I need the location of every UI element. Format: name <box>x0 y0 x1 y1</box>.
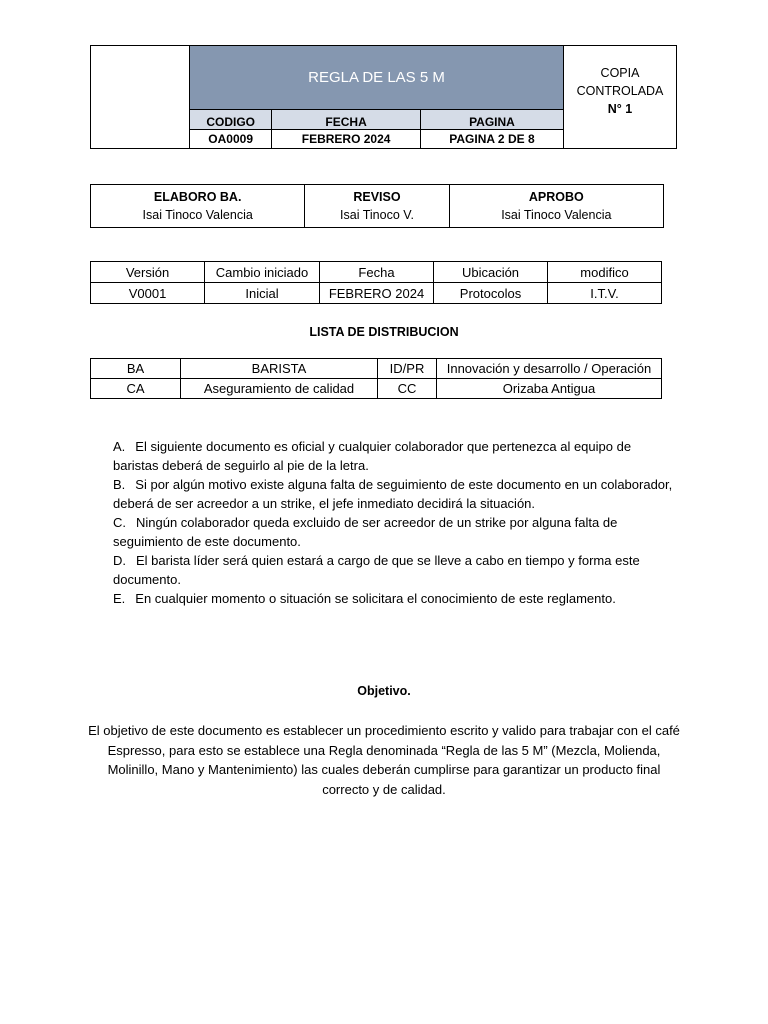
signature-cell-aprobo <box>449 185 663 228</box>
rule-letter: A. <box>113 439 126 454</box>
distribution-name: Aseguramiento de calidad <box>181 379 378 399</box>
document-header <box>90 45 677 149</box>
version-header-row <box>91 262 662 283</box>
rule-text: Ningún colaborador queda excluido de ser acreedor de un strike por alguna falta de seguimiento de este documento. <box>113 515 618 549</box>
code-label: CODIGO <box>190 110 272 130</box>
rule-letter: E. <box>113 591 126 606</box>
document-title: REGLA DE LAS 5 M <box>190 46 564 110</box>
list-item <box>113 513 673 551</box>
signature-role: APROBO <box>528 190 584 204</box>
signature-name: Isai Tinoco V. <box>340 208 414 222</box>
logo-cell <box>91 46 190 149</box>
change-header: Cambio iniciado <box>205 262 320 283</box>
signature-name: Isai Tinoco Valencia <box>142 208 253 222</box>
date-label: FECHA <box>272 110 421 130</box>
location-header: Ubicación <box>434 262 548 283</box>
rule-letter: B. <box>113 477 126 492</box>
list-item <box>113 551 673 589</box>
distribution-code: BA <box>91 359 181 379</box>
objective-text: El objetivo de este documento es establecer un procedimiento escrito y valido para trabajar con el café Espresso, para esto se establece una Regla denominada “Regla de las 5 M” (Mezcla, Molienda, Molinillo, Mano y Mantenimiento) las cuales deberán cumplirse para garantizar un producto final correcto y de calidad. <box>88 723 680 797</box>
version-header: Versión <box>91 262 205 283</box>
date-header: Fecha <box>320 262 434 283</box>
rule-text: Si por algún motivo existe alguna falta de seguimiento de este documento en un colaborador, deberá de ser acreedor a un strike, el jefe inmediato decidirá la situación. <box>113 477 673 511</box>
version-value: V0001 <box>91 283 205 304</box>
list-item <box>113 589 673 608</box>
signature-cell-reviso <box>305 185 449 228</box>
objective-title: Objetivo. <box>357 684 411 698</box>
signature-table <box>90 184 664 228</box>
list-item <box>113 475 673 513</box>
rule-letter: D. <box>113 553 126 568</box>
signature-cell-elaboro <box>91 185 305 228</box>
distribution-name: BARISTA <box>181 359 378 379</box>
page-label: PAGINA <box>420 110 563 130</box>
modified-value: I.T.V. <box>548 283 662 304</box>
list-item <box>113 437 673 475</box>
date-value: FEBRERO 2024 <box>272 130 421 149</box>
page-value: PAGINA 2 DE 8 <box>420 130 563 149</box>
distribution-name: Orizaba Antigua <box>437 379 662 399</box>
change-value: Inicial <box>205 283 320 304</box>
rule-text: El barista líder será quien estará a cargo de que se lleve a cabo en tiempo y forma este documento. <box>113 553 640 587</box>
distribution-name: Innovación y desarrollo / Operación <box>437 359 662 379</box>
version-data-row <box>91 283 662 304</box>
controlled-copy-cell <box>564 46 677 149</box>
signature-role: REVISO <box>353 190 401 204</box>
copy-label: COPIA <box>600 66 640 80</box>
location-value: Protocolos <box>434 283 548 304</box>
code-value: OA0009 <box>190 130 272 149</box>
distribution-title: LISTA DE DISTRIBUCION <box>309 325 459 339</box>
signature-name: Isai Tinoco Valencia <box>501 208 612 222</box>
signature-role: ELABORO BA. <box>153 190 242 204</box>
distribution-code: CA <box>91 379 181 399</box>
modified-header: modifico <box>548 262 662 283</box>
table-row <box>91 379 662 399</box>
date-value: FEBRERO 2024 <box>320 283 434 304</box>
distribution-code: ID/PR <box>378 359 437 379</box>
rule-text: En cualquier momento o situación se solicitara el conocimiento de este reglamento. <box>135 591 616 606</box>
rules-list <box>113 437 673 608</box>
distribution-code: CC <box>378 379 437 399</box>
version-table <box>90 261 662 304</box>
controlled-label: CONTROLADA <box>576 84 664 98</box>
distribution-table <box>90 358 662 399</box>
table-row <box>91 359 662 379</box>
rule-text: El siguiente documento es oficial y cualquier colaborador que pertenezca al equipo de baristas deberá de seguirlo al pie de la letra. <box>113 439 632 473</box>
copy-number: N° 1 <box>607 102 633 116</box>
rule-letter: C. <box>113 515 126 530</box>
